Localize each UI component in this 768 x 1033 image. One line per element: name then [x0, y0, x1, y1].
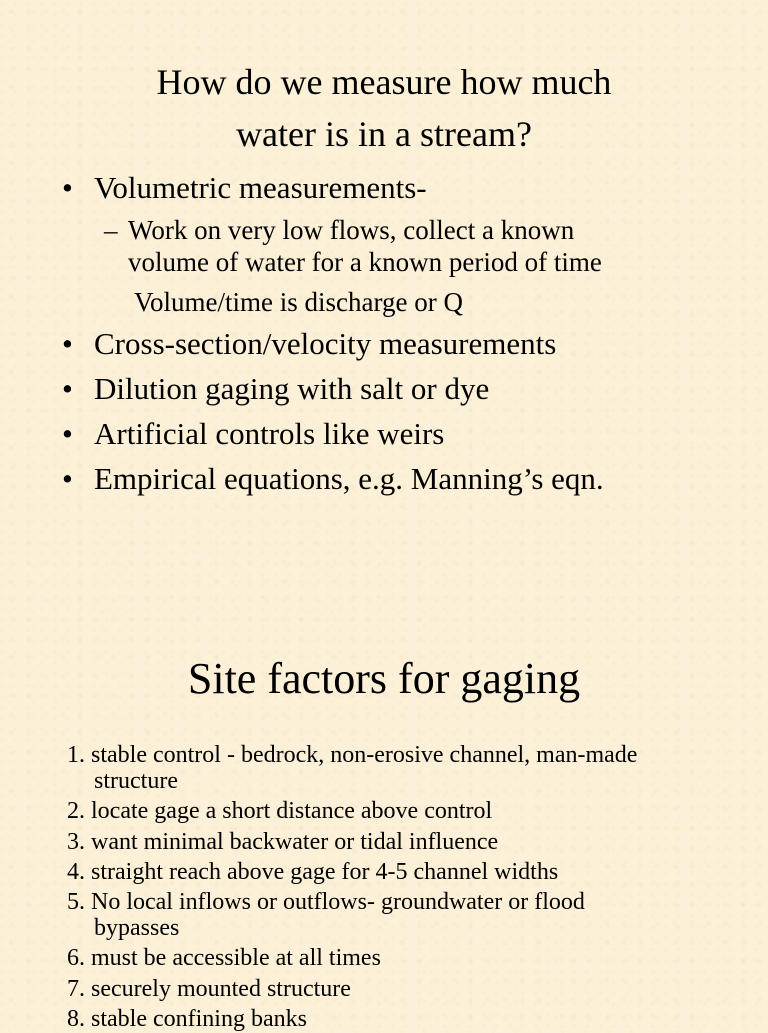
- bullet-icon: •: [62, 371, 73, 406]
- factor-item-2: 2. locate gage a short distance above control: [67, 798, 493, 824]
- bullet-icon: •: [62, 416, 73, 451]
- slide1-title-line-1: How do we measure how much: [156, 62, 612, 102]
- bullet-icon: •: [62, 461, 73, 496]
- slide1-title-line-2: water is in a stream?: [236, 114, 532, 154]
- factor-item-4: 4. straight reach above gage for 4-5 channel widths: [67, 859, 559, 885]
- factor-item-3: 3. want minimal backwater or tidal influence: [67, 829, 499, 855]
- bullet-text: Dilution gaging with salt or dye: [94, 371, 490, 406]
- factor-item-8: 8. stable confining banks: [67, 1006, 307, 1032]
- bullet-item-dilution: [62, 371, 489, 407]
- factor-item-5: 5. No local inflows or outflows- groundwater or flood: [67, 889, 585, 915]
- sub-bullet-text-line-2: volume of water for a known period of time: [128, 247, 602, 277]
- factor-item-1-continued: structure: [94, 768, 178, 794]
- slide1-title: [0, 56, 768, 160]
- bullet-text: Cross-section/velocity measurements: [94, 326, 557, 361]
- bullet-item-cross-section: [62, 326, 556, 362]
- bullet-text: Artificial controls like weirs: [94, 416, 445, 451]
- bullet-text: Volumetric measurements-: [94, 170, 427, 205]
- dash-icon: –: [104, 215, 118, 245]
- factor-item-5-continued: bypasses: [94, 915, 180, 941]
- factor-item-6: 6. must be accessible at all times: [67, 945, 381, 971]
- factor-item-1: 1. stable control - bedrock, non-erosive channel, man-made: [67, 742, 638, 768]
- bullet-icon: •: [62, 326, 73, 361]
- volume-note: Volume/time is discharge or Q: [134, 287, 463, 317]
- sub-bullet-item: [104, 214, 574, 246]
- factor-item-7: 7. securely mounted structure: [67, 976, 351, 1002]
- sub-bullet-text-line-1: Work on very low flows, collect a known: [128, 215, 575, 245]
- slide2-title: Site factors for gaging: [187, 654, 581, 703]
- bullet-icon: •: [62, 170, 73, 205]
- bullet-text: Empirical equations, e.g. Manning’s eqn.: [94, 461, 604, 496]
- bullet-item-weirs: [62, 416, 444, 452]
- bullet-item-volumetric: [62, 170, 427, 206]
- bullet-item-empirical: [62, 461, 604, 497]
